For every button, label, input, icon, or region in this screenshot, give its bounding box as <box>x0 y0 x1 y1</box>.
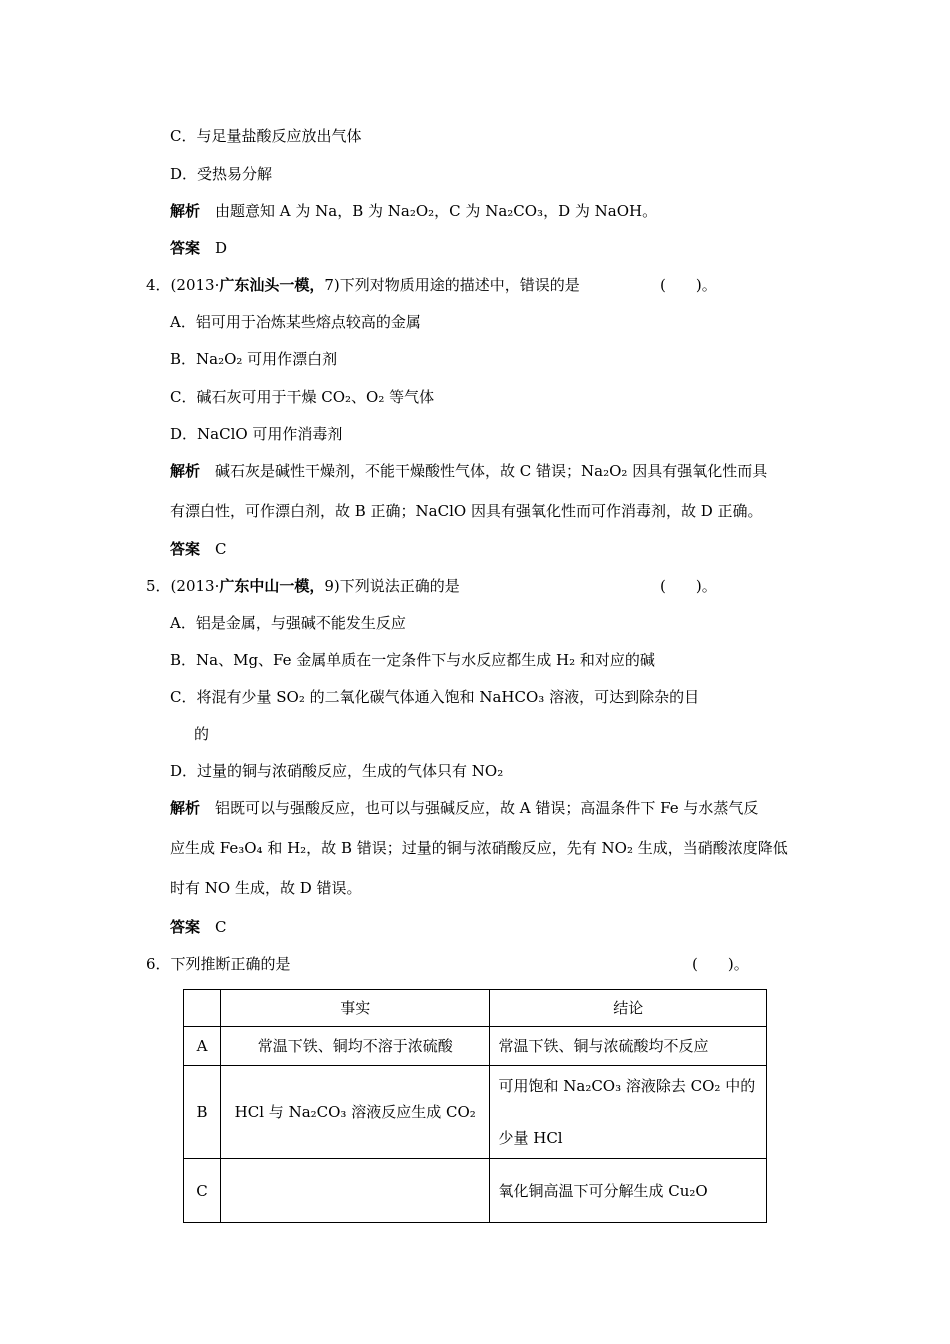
table-row <box>184 1159 767 1223</box>
analysis-text: 铝既可以与强酸反应，也可以与强碱反应，故 A 错误；高温条件下 Fe 与水蒸气反 <box>215 799 759 817</box>
answer-value: C <box>215 540 227 558</box>
conclusion-line2: 少量 HCl <box>498 1129 563 1147</box>
q5-option-c-line1: C．将混有少量 SO₂ 的二氧化碳气体通入饱和 NaHCO₃ 溶液，可达到除杂的目 <box>170 688 700 706</box>
q3-option-c: C．与足量盐酸反应放出气体 <box>170 127 362 145</box>
q6-table <box>183 989 767 1223</box>
answer-label: 答案 <box>170 540 201 558</box>
row-conclusion: 氧化铜高温下可分解生成 Cu₂O <box>490 1159 767 1223</box>
answer-label: 答案 <box>170 239 201 257</box>
q3-analysis <box>170 201 657 221</box>
analysis-label: 解析 <box>170 202 201 220</box>
q6-answer-blank: ( )。 <box>692 955 749 973</box>
analysis-text: 由题意知 A 为 Na，B 为 Na₂O₂，C 为 Na₂CO₃，D 为 NaOH。 <box>215 202 658 220</box>
q4-option-b: B．Na₂O₂ 可用作漂白剂 <box>170 350 338 368</box>
question-text: 9)下列说法正确的是 <box>324 577 460 595</box>
row-fact <box>220 1159 490 1223</box>
q4-option-d: D．NaClO 可用作消毒剂 <box>170 425 343 443</box>
question-number: 5．(2013· <box>146 577 220 595</box>
table-header-fact: 事实 <box>220 990 490 1027</box>
table-row <box>184 1066 767 1159</box>
q5-analysis-line1 <box>170 798 758 818</box>
q6-stem: 6．下列推断正确的是 <box>146 955 291 973</box>
q4-analysis-line2: 有漂白性，可作漂白剂，故 B 正确；NaClO 因具有强氧化性而可作消毒剂，故 D 正确。 <box>170 502 763 520</box>
row-fact: HCl 与 Na₂CO₃ 溶液反应生成 CO₂ <box>220 1066 490 1159</box>
analysis-text: 碱石灰是碱性干燥剂，不能干燥酸性气体，故 C 错误；Na₂O₂ 因具有强氧化性而具 <box>215 462 768 480</box>
q4-answer-blank: ( )。 <box>660 276 717 294</box>
table-header-row <box>184 990 767 1027</box>
row-label: A <box>184 1027 221 1066</box>
q4-stem <box>146 275 580 295</box>
question-source: 广东汕头一模， <box>219 276 325 294</box>
q5-stem <box>146 576 460 596</box>
row-label: B <box>184 1066 221 1159</box>
question-number: 4．(2013· <box>146 276 220 294</box>
row-label: C <box>184 1159 221 1223</box>
q5-option-d: D．过量的铜与浓硝酸反应，生成的气体只有 NO₂ <box>170 762 504 780</box>
question-source: 广东中山一模， <box>219 577 325 595</box>
question-text: 7)下列对物质用途的描述中，错误的是 <box>324 276 580 294</box>
table-header-conclusion: 结论 <box>490 990 767 1027</box>
q4-option-a: A．铝可用于冶炼某些熔点较高的金属 <box>170 313 421 331</box>
q4-option-c: C．碱石灰可用于干燥 CO₂、O₂ 等气体 <box>170 388 435 406</box>
q5-option-b: B．Na、Mg、Fe 金属单质在一定条件下与水反应都生成 H₂ 和对应的碱 <box>170 651 655 669</box>
q5-analysis-line3: 时有 NO 生成，故 D 错误。 <box>170 879 362 897</box>
analysis-label: 解析 <box>170 799 201 817</box>
answer-value: D <box>215 239 228 257</box>
q5-answer-blank: ( )。 <box>660 577 717 595</box>
q3-option-d: D．受热易分解 <box>170 165 273 183</box>
q3-answer <box>170 238 227 258</box>
q4-analysis-line1 <box>170 461 767 481</box>
answer-value: C <box>215 918 227 936</box>
conclusion-line1: 可用饱和 Na₂CO₃ 溶液除去 CO₂ 中的 <box>498 1077 756 1095</box>
q5-option-c-line2: 的 <box>194 725 210 743</box>
table-header-empty <box>184 990 221 1027</box>
q5-option-a: A．铝是金属，与强碱不能发生反应 <box>170 614 406 632</box>
q5-answer <box>170 917 227 937</box>
q4-answer <box>170 539 227 559</box>
table-row <box>184 1027 767 1066</box>
row-conclusion: 常温下铁、铜与浓硫酸均不反应 <box>490 1027 767 1066</box>
q5-analysis-line2: 应生成 Fe₃O₄ 和 H₂，故 B 错误；过量的铜与浓硝酸反应，先有 NO₂ 生成，当硝酸浓度降低 <box>170 839 788 857</box>
answer-label: 答案 <box>170 918 201 936</box>
row-fact: 常温下铁、铜均不溶于浓硫酸 <box>220 1027 490 1066</box>
analysis-label: 解析 <box>170 462 201 480</box>
row-conclusion <box>490 1066 767 1159</box>
